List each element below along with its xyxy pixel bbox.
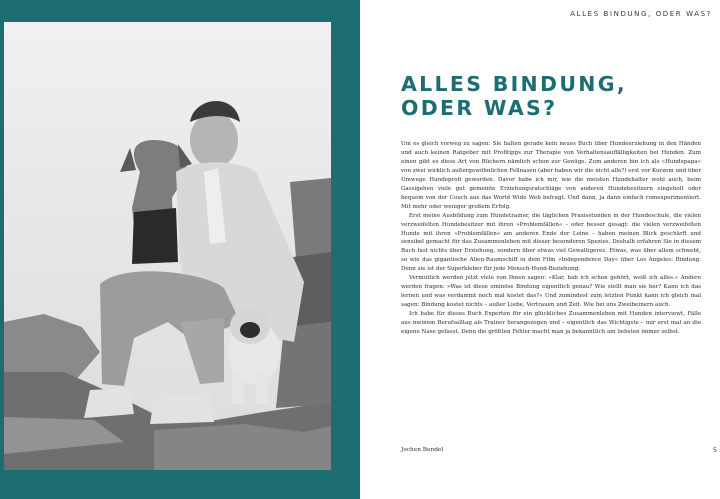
running-head: ALLES BINDUNG, ODER WAS? (570, 10, 712, 18)
chapter-title (401, 72, 701, 120)
paragraph-2: Erst meine Ausbildung zum Hundetrainer, die täglichen Praxisstunden in der Hundeschule, die vielen verzweifelten Hundebesitzer mit ihren »Problemfällen« – oder besser gesagt: die vielen verzweifelten Hunde mit ihren »Problemfällen« am anderen Ende der Leine – haben meinen Blick geschärft und sensibel gemacht für das Zusammenleben mit dieser besonderen Spezies. Deshalb erfahren Sie in diesem Buch fast nichts über Erziehung, sondern über etwas viel Gewaltigeres. Etwas, was über allem schwebt, so wie das gigantische Alien-Raumschiff in dem Film »Independence Day« über Los Angeles: Bindung. Denn sie ist der Superkleber für jede Mensch-Hund-Beziehung. (401, 212, 701, 273)
page-number: 5 (712, 446, 717, 454)
paragraph-1: Um es gleich vorweg zu sagen: Sie halten gerade kein neues Buch über Hundeerziehung in den Händen und auch keinen Ratgeber mit Profitipps zur Therapie von Verhaltensauffälligkeiten bei Hunden. Zum einen gibt es diese Art von Büchern nämlich schon zur Genüge. Zum anderen bin ich als »Hundepapa« von zwei wirklich außergewöhnlichen Fellnasen (aber haben wir die nicht alle?) erst vor Kurzem und über Umwege Hundeprofi geworden. Davor habe ich mir, wie die meisten Hundehalter wohl auch, beim Gassigehen viele gut gemeinte Erziehungsratschläge von anderen Hundebesitzern eingeholt oder bequem von der Couch aus das World Wide Web befragt. Und dann, ja dann einfach rumexperimentiert. Mit mehr oder weniger großem Erfolg. (401, 141, 701, 210)
chapter-title-line-1: ALLES BINDUNG, (401, 72, 627, 96)
author-with-dogs-photo (4, 22, 331, 470)
body-text (401, 140, 701, 337)
author-signature: Jochen Bendel (401, 447, 444, 453)
paragraph-4: Ich habe für dieses Buch Experten für ein glückliches Zusammenleben mit Hunden interviewt, Fälle aus meinem Berufsalltag als Trainer herangezogen und – eigentlich das Wichtigste – mir erst mal an die eigene Nase gefasst. Denn die größten Fehler macht man ja bekanntlich am liebsten immer selbst. (401, 311, 701, 336)
paragraph-3: Vermutlich werden jetzt viele von Ihnen sagen: »Klar, hab ich schon gehört, weiß ich alles.« Andere werden fragen: »Was ist diese ominöse Bindung eigentlich genau? Wie stellt man sie her? Kann ich das lernen und was verdammt noch mal kostet das?« Und zumindest zum letzten Punkt kann ich gleich mal sagen: Bindung kostet nichts – außer Liebe, Vertrauen und Zeit. Wie bei uns Zweibeinern auch. (401, 275, 701, 309)
chapter-title-line-2: ODER WAS? (401, 96, 558, 120)
